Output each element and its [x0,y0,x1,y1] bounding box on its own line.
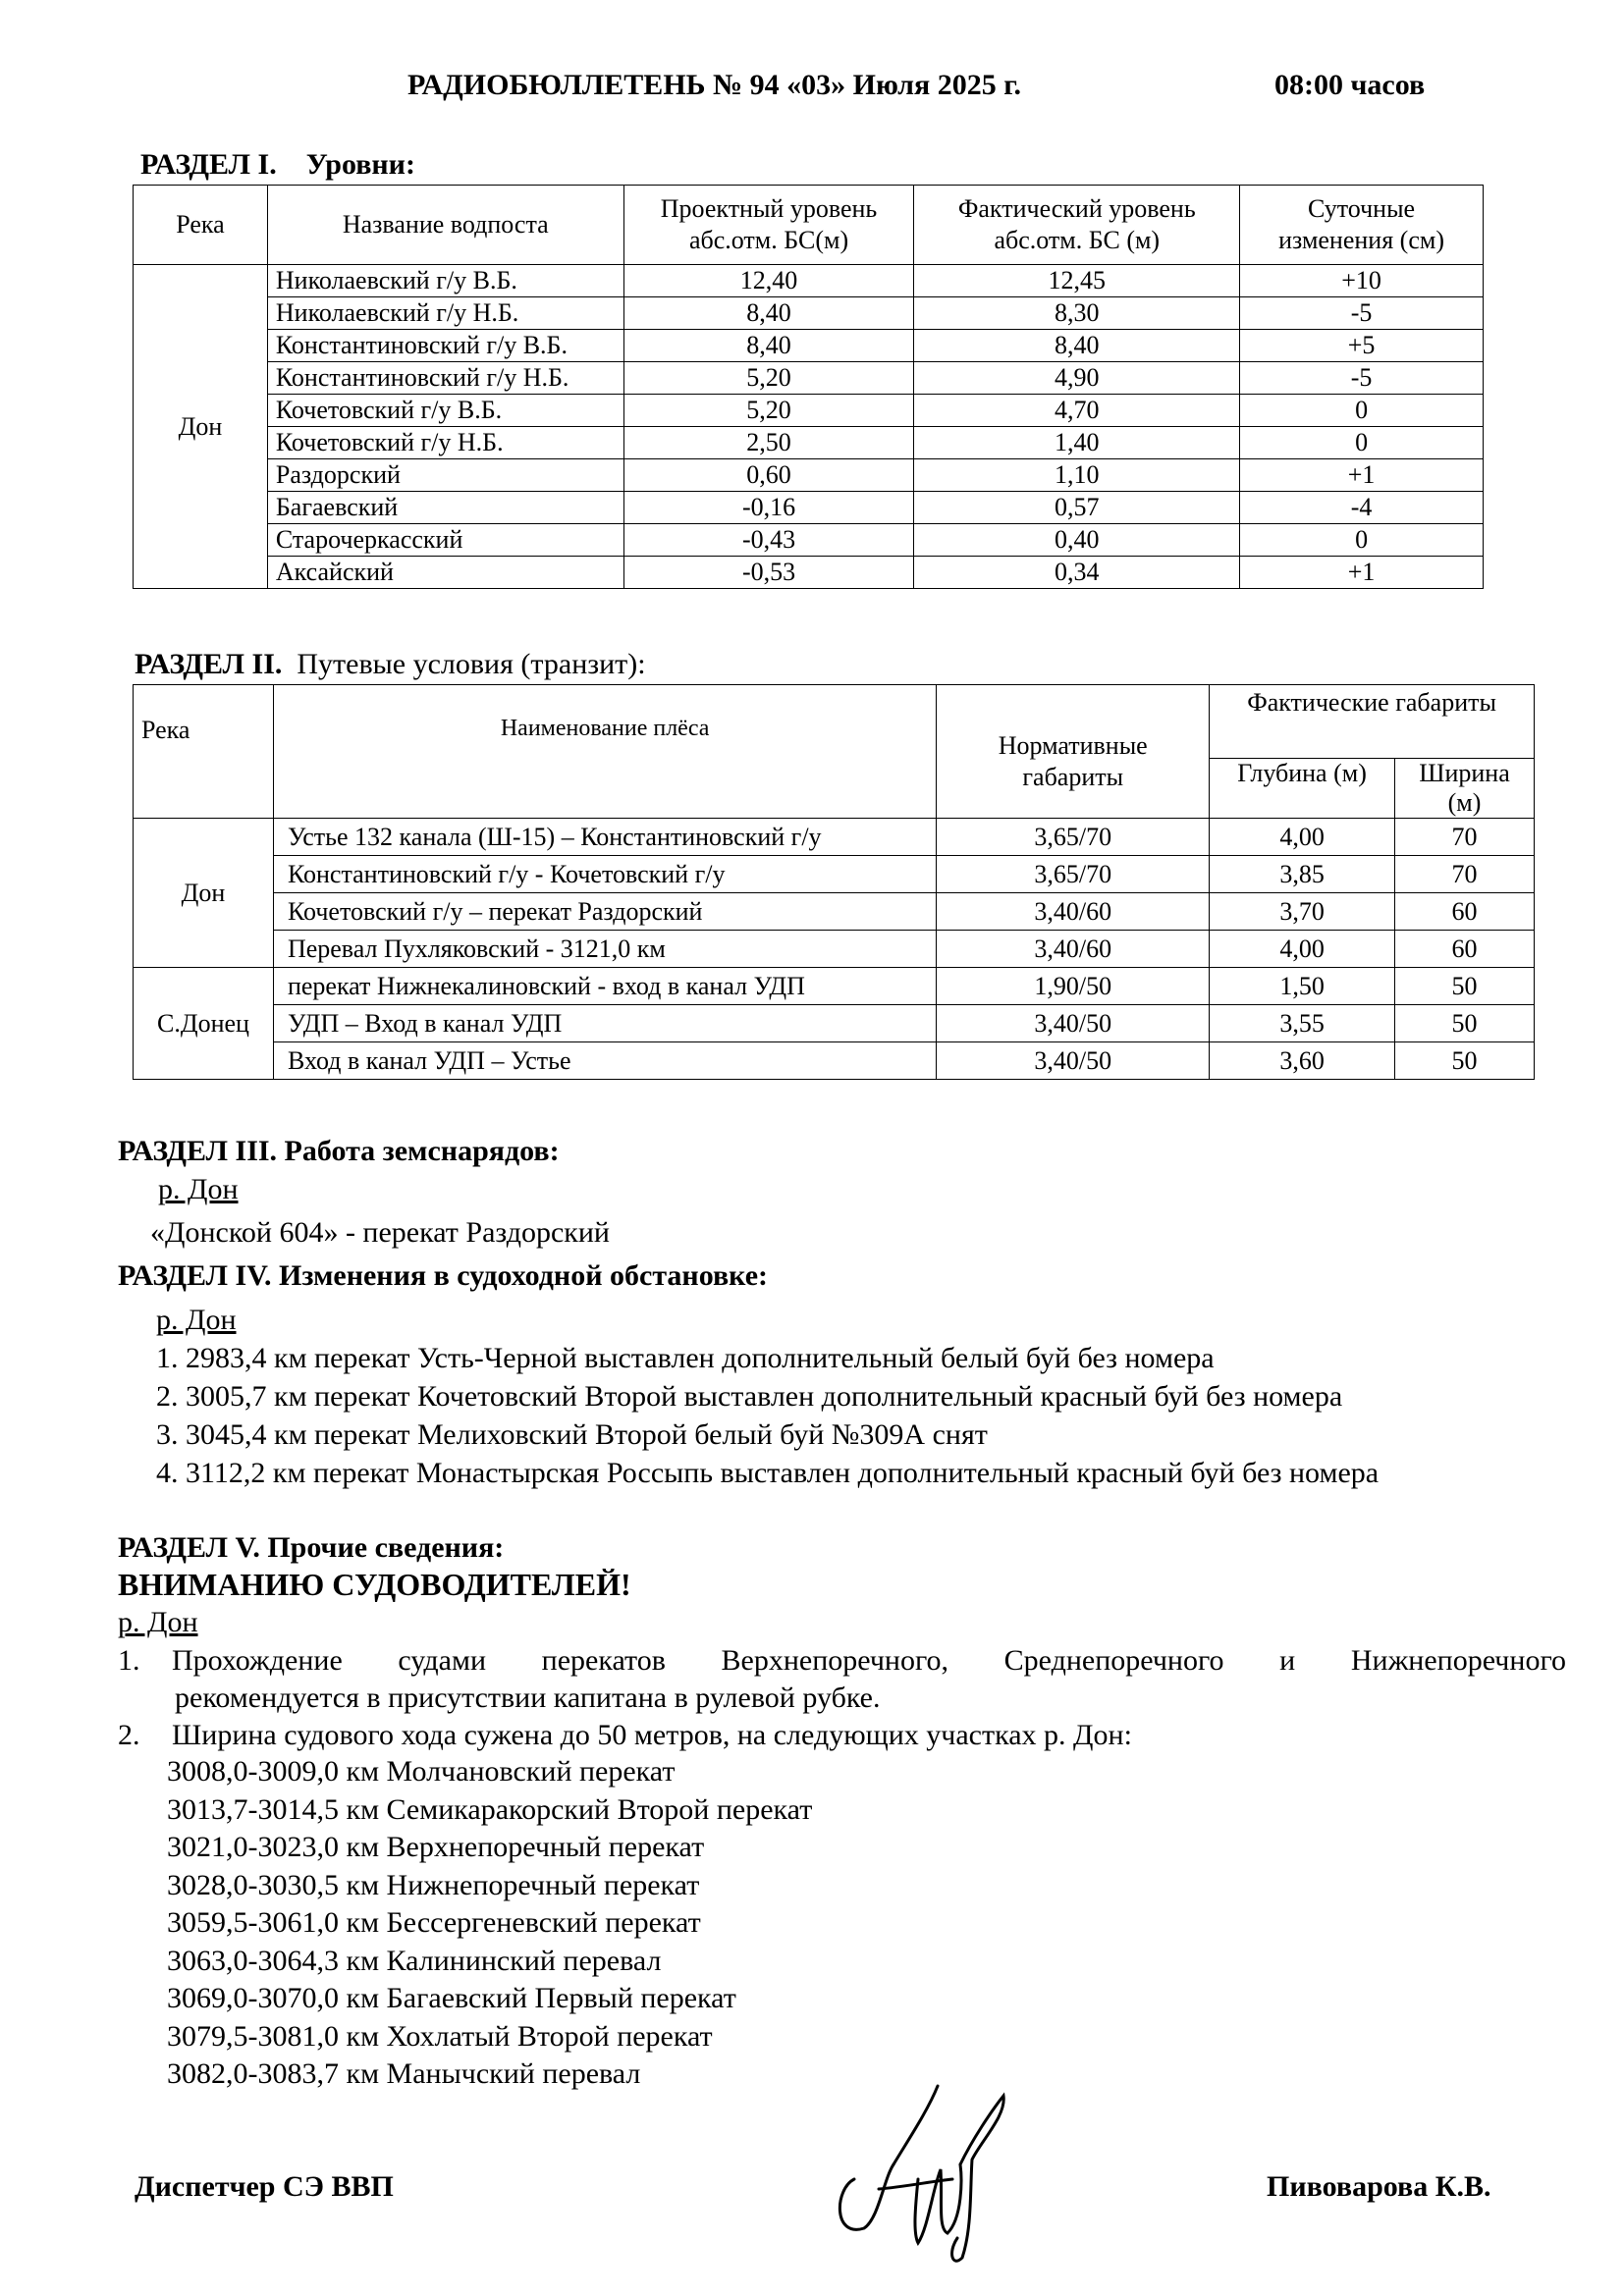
design-level-cell: 8,40 [623,297,914,330]
norm-cell: 3,40/60 [937,931,1210,968]
col-actual-level: Фактический уровень абс.отм. БС (м) [914,186,1240,265]
norm-cell: 3,65/70 [937,819,1210,856]
daily-change-cell: +1 [1240,459,1484,492]
section-3-item: «Донской 604» - перекат Раздорский [150,1216,610,1249]
col-depth: Глубина (м) [1210,759,1395,819]
daily-change-cell: 0 [1240,524,1484,557]
signer-position: Диспетчер СЭ ВВП [135,2170,394,2203]
width-cell: 60 [1395,893,1535,931]
section-2-title: Путевые условия (транзит): [297,648,646,680]
col-width: Ширина (м) [1395,759,1535,819]
reach-cell: УДП – Вход в канал УДП [273,1005,936,1042]
change-item: 4. 3112,2 км перекат Монастырская Россыпь выставлен дополнительный красный буй без номера [156,1457,1380,1489]
design-level-cell: -0,53 [623,557,914,589]
transit-table-row [134,968,1535,1005]
narrowing-item: 3059,5-3061,0 км Бессергеневский перекат [167,1906,701,1939]
col-gauge-name: Название водпоста [267,186,623,265]
narrowing-item: 3013,7-3014,5 км Семикаракорский Второй перекат [167,1792,813,1826]
norm-cell: 3,40/60 [937,893,1210,931]
change-item: 3. 3045,4 км перекат Мелиховский Второй белый буй №309А снят [156,1418,988,1451]
change-item: 2. 3005,7 км перекат Кочетовский Второй выставлен дополнительный красный буй без номера [156,1380,1343,1413]
daily-change-cell: -5 [1240,297,1484,330]
actual-level-cell: 1,10 [914,459,1240,492]
gauge-name-cell: Кочетовский г/у В.Б. [267,395,623,427]
section-2-heading [135,648,646,681]
transit-table-row [134,856,1535,893]
actual-level-cell: 0,34 [914,557,1240,589]
transit-table [133,684,1535,1080]
design-level-cell: 0,60 [623,459,914,492]
design-level-cell: 8,40 [623,330,914,362]
norm-cell: 1,90/50 [937,968,1210,1005]
norm-cell: 3,40/50 [937,1005,1210,1042]
section-5-river: р. Дон [118,1606,198,1638]
depth-cell: 4,00 [1210,931,1395,968]
width-cell: 70 [1395,819,1535,856]
daily-change-cell: +1 [1240,557,1484,589]
levels-table [133,185,1484,589]
reach-cell: Вход в канал УДП – Устье [273,1042,936,1080]
narrowing-item: 3069,0-3070,0 км Багаевский Первый перекат [167,1982,736,2014]
section-1-title: Уровни: [305,148,415,181]
attention-heading: ВНИМАНИЮ СУДОВОДИТЕЛЕЙ! [118,1567,631,1602]
section-5-heading: РАЗДЕЛ V. Прочие сведения: [118,1531,505,1564]
actual-level-cell: 8,30 [914,297,1240,330]
width-cell: 50 [1395,1005,1535,1042]
gauge-name-cell: Раздорский [267,459,623,492]
col-actual: Фактические габариты [1210,685,1535,759]
depth-cell: 1,50 [1210,968,1395,1005]
width-cell: 50 [1395,1042,1535,1080]
narrowing-item: 3008,0-3009,0 км Молчановский перекат [167,1755,676,1788]
transit-table-row [134,819,1535,856]
narrowings-list [167,1753,812,2094]
section-1-heading [140,148,415,182]
gauge-name-cell: Аксайский [267,557,623,589]
section-3-heading: РАЗДЕЛ III. Работа земснарядов: [118,1135,560,1167]
depth-cell: 3,55 [1210,1005,1395,1042]
design-level-cell: 2,50 [623,427,914,459]
daily-change-cell: +5 [1240,330,1484,362]
reach-cell: Устье 132 канала (Ш-15) – Константиновский г/у [273,819,936,856]
actual-level-cell: 4,70 [914,395,1240,427]
depth-cell: 3,85 [1210,856,1395,893]
col-reach: Наименование плёса [273,685,936,819]
daily-change-cell: -5 [1240,362,1484,395]
depth-cell: 3,70 [1210,893,1395,931]
transit-table-row [134,1042,1535,1080]
transit-header-row-1 [134,685,1535,759]
width-cell: 70 [1395,856,1535,893]
gauge-name-cell: Николаевский г/у В.Б. [267,265,623,297]
transit-table-row [134,893,1535,931]
narrowing-item: 3028,0-3030,5 км Нижнепоречный перекат [167,1868,700,1901]
design-level-cell: 5,20 [623,395,914,427]
width-cell: 50 [1395,968,1535,1005]
section-4-river: р. Дон [156,1304,237,1336]
levels-table-row [134,427,1484,459]
daily-change-cell: 0 [1240,395,1484,427]
river-cell: С.Донец [134,968,274,1080]
design-level-cell: 12,40 [623,265,914,297]
gauge-name-cell: Николаевский г/у Н.Б. [267,297,623,330]
section-5-item-2-number: 2. [118,1719,140,1751]
levels-table-row [134,362,1484,395]
gauge-name-cell: Константиновский г/у Н.Б. [267,362,623,395]
design-level-cell: -0,43 [623,524,914,557]
norm-cell: 3,40/50 [937,1042,1210,1080]
actual-level-cell: 4,90 [914,362,1240,395]
section-4-list [156,1339,1379,1492]
levels-table-row [134,492,1484,524]
river-cell: Дон [134,819,274,968]
gauge-name-cell: Багаевский [267,492,623,524]
signer-name: Пивоварова К.В. [1267,2170,1491,2203]
levels-table-row [134,297,1484,330]
col-river: Река [134,186,268,265]
daily-change-cell: +10 [1240,265,1484,297]
section-5-item-1-line-1: Прохождение судами перекатов Верхнепоречного, Среднепоречного и Нижнепоречного [172,1644,1566,1677]
levels-table-row [134,459,1484,492]
narrowing-item: 3079,5-3081,0 км Хохлатый Второй перекат [167,2019,713,2053]
width-cell: 60 [1395,931,1535,968]
reach-cell: перекат Нижнекалиновский - вход в канал УДП [273,968,936,1005]
actual-level-cell: 12,45 [914,265,1240,297]
narrowing-item: 3082,0-3083,7 км Манычский перевал [167,2057,641,2090]
norm-cell: 3,65/70 [937,856,1210,893]
depth-cell: 4,00 [1210,819,1395,856]
levels-table-row [134,265,1484,297]
river-cell: Дон [134,265,268,589]
change-item: 1. 2983,4 км перекат Усть-Черной выставлен дополнительный белый буй без номера [156,1342,1215,1374]
depth-cell: 3,60 [1210,1042,1395,1080]
actual-level-cell: 0,40 [914,524,1240,557]
section-5-item-2-text: Ширина судового хода сужена до 50 метров, на следующих участках р. Дон: [172,1719,1132,1751]
actual-level-cell: 0,57 [914,492,1240,524]
actual-level-cell: 1,40 [914,427,1240,459]
design-level-cell: 5,20 [623,362,914,395]
reach-cell: Кочетовский г/у – перекат Раздорский [273,893,936,931]
levels-table-header [134,186,1484,265]
bulletin-time: 08:00 часов [1274,69,1426,101]
narrowing-item: 3021,0-3023,0 км Верхнепоречный перекат [167,1831,705,1863]
levels-table-row [134,330,1484,362]
col-design-level: Проектный уровень абс.отм. БС(м) [623,186,914,265]
bulletin-title: РАДИОБЮЛЛЕТЕНЬ № 94 «03» Июля 2025 г. [407,69,1021,101]
transit-table-row [134,931,1535,968]
col-daily-change: Суточные изменения (см) [1240,186,1484,265]
section-3-river: р. Дон [158,1173,239,1205]
section-1-number: РАЗДЕЛ I. [140,148,277,181]
actual-level-cell: 8,40 [914,330,1240,362]
transit-table-row [134,1005,1535,1042]
gauge-name-cell: Старочеркасский [267,524,623,557]
handwritten-signature [825,2071,1021,2268]
reach-cell: Перевал Пухляковский - 3121,0 км [273,931,936,968]
section-4-heading: РАЗДЕЛ IV. Изменения в судоходной обстановке: [118,1259,769,1292]
section-2-number: РАЗДЕЛ II. [135,648,283,680]
gauge-name-cell: Кочетовский г/у Н.Б. [267,427,623,459]
col-norm: Нормативные габариты [937,685,1210,819]
gauge-name-cell: Константиновский г/у В.Б. [267,330,623,362]
reach-cell: Константиновский г/у - Кочетовский г/у [273,856,936,893]
section-5-item-1-number: 1. [118,1644,140,1677]
design-level-cell: -0,16 [623,492,914,524]
daily-change-cell: 0 [1240,427,1484,459]
daily-change-cell: -4 [1240,492,1484,524]
levels-table-row [134,557,1484,589]
narrowing-item: 3063,0-3064,3 км Калининский перевал [167,1944,662,1977]
levels-table-row [134,524,1484,557]
levels-table-row [134,395,1484,427]
col-river: Река [134,685,274,819]
section-5-item-1-line-2: рекомендуется в присутствии капитана в рулевой рубке. [175,1682,881,1714]
